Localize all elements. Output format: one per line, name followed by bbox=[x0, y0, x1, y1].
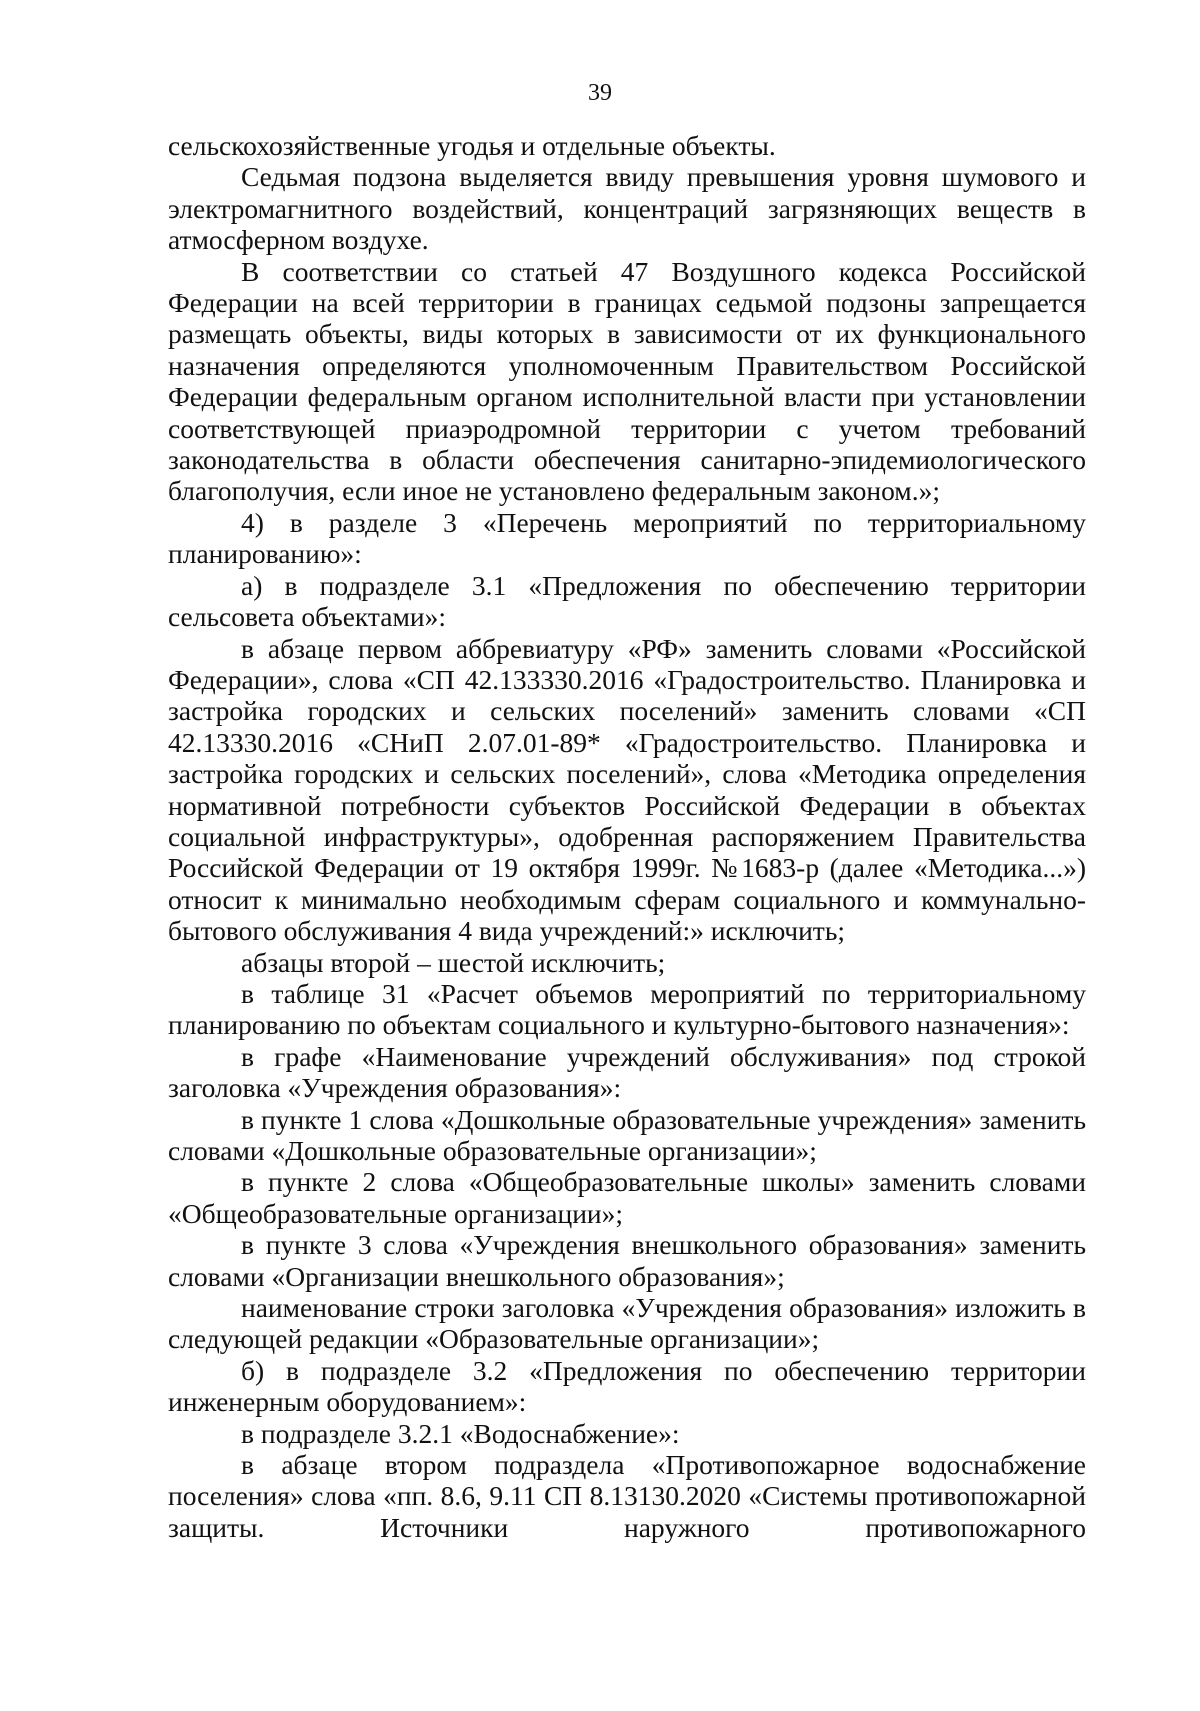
paragraph: а) в подразделе 3.1 «Предложения по обеспечению территории сельсовета объектами»: bbox=[168, 569, 1086, 633]
paragraph: в абзаце первом аббревиатуру «РФ» заменить словами «Российской Федерации», слова «СП 42.133330.2016 «Градостроительство. Планировка и застройка городских и сельских поселений» заменить словами «СП 42.13330.2016 «СНиП 2.07.01-89* «Градостроительство. Планировка и застройка городских и сельских поселений», слова «Методика определения нормативной потребности субъектов Российской Федерации в объектах социальной инфраструктуры», одобренная распоряжением Правительства Российской Федерации от 19 октября 1999г. №1683-р (далее «Методика...») относит к минимально необходимым сферам социального и коммунально-бытового обслуживания 4 вида учреждений:» исключить; bbox=[168, 632, 1086, 947]
paragraph: в подразделе 3.2.1 «Водоснабжение»: bbox=[241, 1417, 680, 1449]
paragraph: 4) в разделе 3 «Перечень мероприятий по территориальному планированию»: bbox=[168, 506, 1086, 570]
paragraph: Седьмая подзона выделяется ввиду превышения уровня шумового и электромагнитного воздействий, концентраций загрязняющих веществ в атмосферном воздухе. bbox=[168, 161, 1086, 256]
paragraph: в пункте 1 слова «Дошкольные образовательные учреждения» заменить словами «Дошкольные образовательные организации»; bbox=[168, 1103, 1086, 1166]
paragraph: в таблице 31 «Расчет объемов мероприятий по территориальному планированию по объектам социального и культурно-бытового назначения»: bbox=[168, 977, 1086, 1041]
paragraph: в абзаце втором подраздела «Противопожарное водоснабжение поселения» слова «пп. 8.6, 9.11 СП 8.13130.2020 «Системы противопожарной защиты. Источники наружного противопожарного bbox=[168, 1449, 1086, 1543]
paragraph: б) в подразделе 3.2 «Предложения по обеспечению территории инженерным оборудованием»: bbox=[168, 1354, 1086, 1418]
page-number: 39 bbox=[588, 80, 612, 106]
paragraph: абзацы второй – шестой исключить; bbox=[241, 946, 666, 978]
paragraph: В соответствии со статьей 47 Воздушного кодекса Российской Федерации на всей территории в границах седьмой подзоны запрещается размещать объекты, виды которых в зависимости от их функционального назначения определяются уполномоченным Правительством Российской Федерации федеральным органом исполнительной власти при установлении соответствующей приаэродромной территории с учетом требований законодательства в области обеспечения санитарно-эпидемиологического благополучия, если иное не установлено федеральным законом.»; bbox=[168, 255, 1086, 507]
paragraph: наименование строки заголовка «Учреждения образования» изложить в следующей редакции «Образовательные организации»; bbox=[168, 1292, 1086, 1355]
paragraph: в пункте 2 слова «Общеобразовательные школы» заменить словами «Общеобразовательные организации»; bbox=[168, 1166, 1086, 1229]
paragraph: в пункте 3 слова «Учреждения внешкольного образования» заменить словами «Организации внешкольного образования»; bbox=[168, 1229, 1086, 1292]
document-body bbox=[168, 130, 1086, 1543]
paragraph: сельскохозяйственные угодья и отдельные объекты. bbox=[168, 130, 776, 161]
paragraph: в графе «Наименование учреждений обслуживания» под строкой заголовка «Учреждения образования»: bbox=[168, 1040, 1086, 1104]
